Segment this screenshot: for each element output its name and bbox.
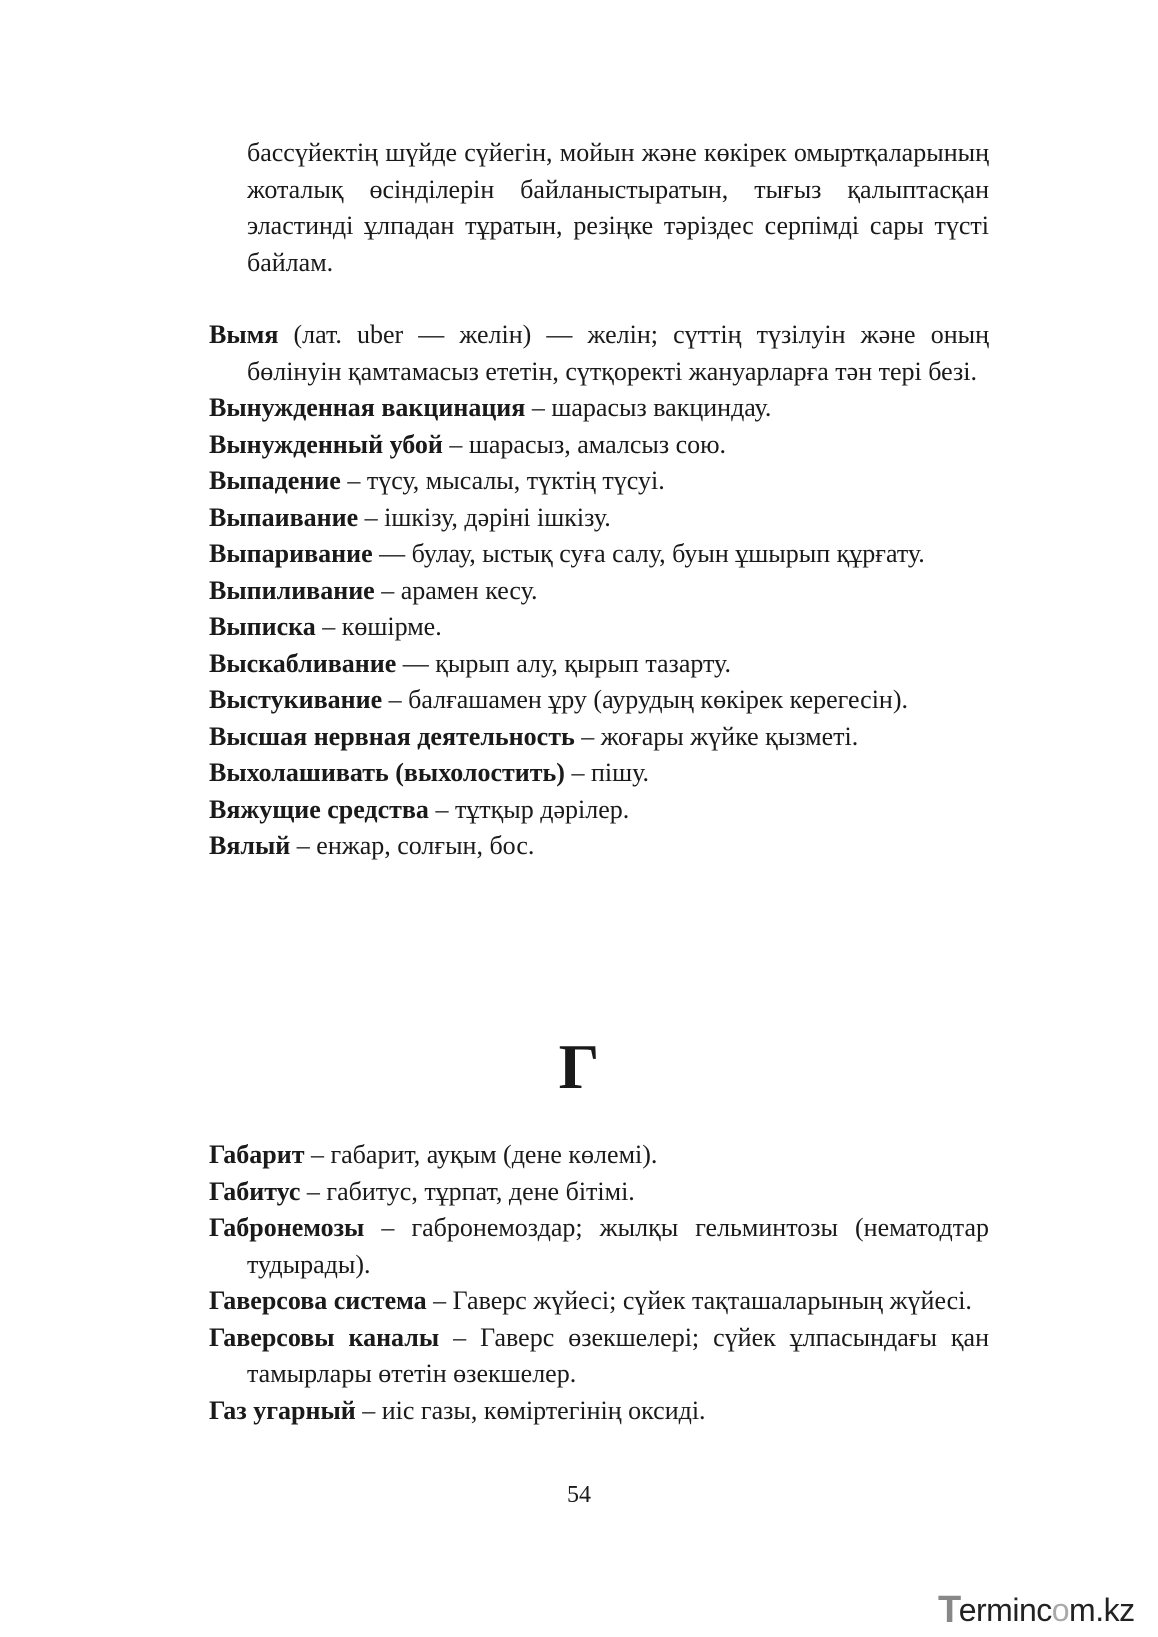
page-number: 54 xyxy=(567,1482,591,1508)
entry-term: Выпадение xyxy=(209,466,341,495)
entry-definition: – тұтқыр дәрілер. xyxy=(428,794,630,824)
entry-term: Вяжущие средства xyxy=(209,794,429,824)
dictionary-entry xyxy=(209,390,989,427)
entry-definition: – иіс газы, көміртегінің оксиді. xyxy=(355,1395,706,1425)
entry-term: Вымя xyxy=(209,320,279,349)
entry-definition: (лат. uber — желін) — желін; сүттің түзілуін және оның бөлінуін қамтамасыз ететін, сүтқоректі жануарларға тән тері безі. xyxy=(247,320,989,386)
dictionary-entry xyxy=(209,463,989,500)
dictionary-entry xyxy=(209,1320,989,1393)
entry-definition: – балғашамен ұру (аурудың көкірек керегесін). xyxy=(382,685,909,714)
entry-term: Выстукивание xyxy=(209,685,383,714)
entry-definition: – жоғары жүйке қызметі. xyxy=(574,721,859,751)
entry-term: Газ угарный xyxy=(209,1395,356,1425)
dictionary-entry xyxy=(209,1283,989,1320)
dictionary-entry xyxy=(209,1210,989,1283)
termincom-watermark-logo xyxy=(938,1590,1135,1630)
entry-definition: – габронемоздар; жылқы гельминтозы (нематодтар тудырады). xyxy=(247,1213,989,1279)
entry-definition: — қырып алу, қырып тазарту. xyxy=(396,648,731,678)
dictionary-entry xyxy=(209,609,989,646)
dictionary-entry xyxy=(209,427,989,464)
dictionary-entry xyxy=(209,317,989,390)
entry-term: Габарит xyxy=(209,1140,305,1169)
watermark-text-part2: m.kz xyxy=(1069,1591,1135,1628)
dictionary-entry xyxy=(209,828,989,865)
dictionary-entry xyxy=(209,682,989,719)
entry-definition: – ішкізу, дәріні ішкізу. xyxy=(358,502,611,532)
watermark-text-part1: erminc xyxy=(958,1591,1052,1628)
entry-list-v xyxy=(209,317,989,865)
entry-term: Выписка xyxy=(209,612,316,641)
entry-definition: – шарасыз вакциндау. xyxy=(525,393,772,422)
dictionary-entry xyxy=(209,1137,989,1174)
entry-term: Габитус xyxy=(209,1176,301,1206)
entry-definition: – енжар, солғын, бос. xyxy=(290,831,535,860)
watermark-letter-t: T xyxy=(938,1588,961,1631)
entry-term: Габронемозы xyxy=(209,1213,365,1242)
entry-definition: – түсу, мысалы, түктің түсуі. xyxy=(340,466,665,495)
dictionary-entry xyxy=(209,536,989,573)
entry-term: Вялый xyxy=(209,831,291,860)
entry-term: Выпаивание xyxy=(209,502,359,532)
dictionary-entry xyxy=(209,1393,989,1430)
entry-term: Выскабливание xyxy=(209,648,397,678)
entry-definition: – габитус, тұрпат, дене бітімі. xyxy=(300,1176,635,1206)
section-letter-heading: Г xyxy=(558,1031,600,1102)
dictionary-entry xyxy=(209,719,989,756)
dictionary-entry xyxy=(209,755,989,792)
entry-definition: – пішу. xyxy=(564,758,650,787)
dictionary-entry xyxy=(209,573,989,610)
entry-term: Выпаривание xyxy=(209,539,373,568)
entry-definition: – көшірме. xyxy=(315,612,442,641)
entry-definition: – шарасыз, амалсыз сою. xyxy=(442,429,727,459)
dictionary-entry xyxy=(209,646,989,683)
entry-definition: – Гаверс өзекшелері; сүйек ұлпасындағы қан тамырлары өтетін өзекшелер. xyxy=(247,1322,990,1388)
entry-term: Гаверсовы каналы xyxy=(209,1322,440,1352)
entry-definition: – габарит, ауқым (дене көлемі). xyxy=(304,1140,658,1169)
dictionary-entry xyxy=(209,1174,989,1211)
entry-term: Вынужденный убой xyxy=(209,429,443,459)
entry-list-g xyxy=(209,1137,989,1429)
entry-definition: — булау, ыстық суға салу, буын ұшырып құрғату. xyxy=(372,539,925,568)
entry-term: Выпиливание xyxy=(209,575,375,605)
entry-term: Выхолашивать (выхолостить) xyxy=(209,758,565,787)
entry-term: Гаверсова система xyxy=(209,1286,427,1315)
entry-definition: – арамен кесу. xyxy=(374,575,538,605)
magnifier-icon: о xyxy=(1051,1591,1070,1628)
dictionary-entry xyxy=(209,500,989,537)
entry-term: Вынужденная вакцинация xyxy=(209,393,526,422)
dictionary-entry xyxy=(209,792,989,829)
continuation-paragraph: бассүйектің шүйде сүйегін, мойын және көкірек омыртқаларының жоталық өсінділерін байланыстыратын, тығыз қалыптасқан эластинді ұлпадан тұратын, резіңке тәріздес серпімді сары түсті байлам. xyxy=(247,138,989,277)
entry-definition: – Гаверс жүйесі; сүйек тақташаларының жүйесі. xyxy=(426,1286,972,1315)
entry-term: Высшая нервная деятельность xyxy=(209,721,575,751)
